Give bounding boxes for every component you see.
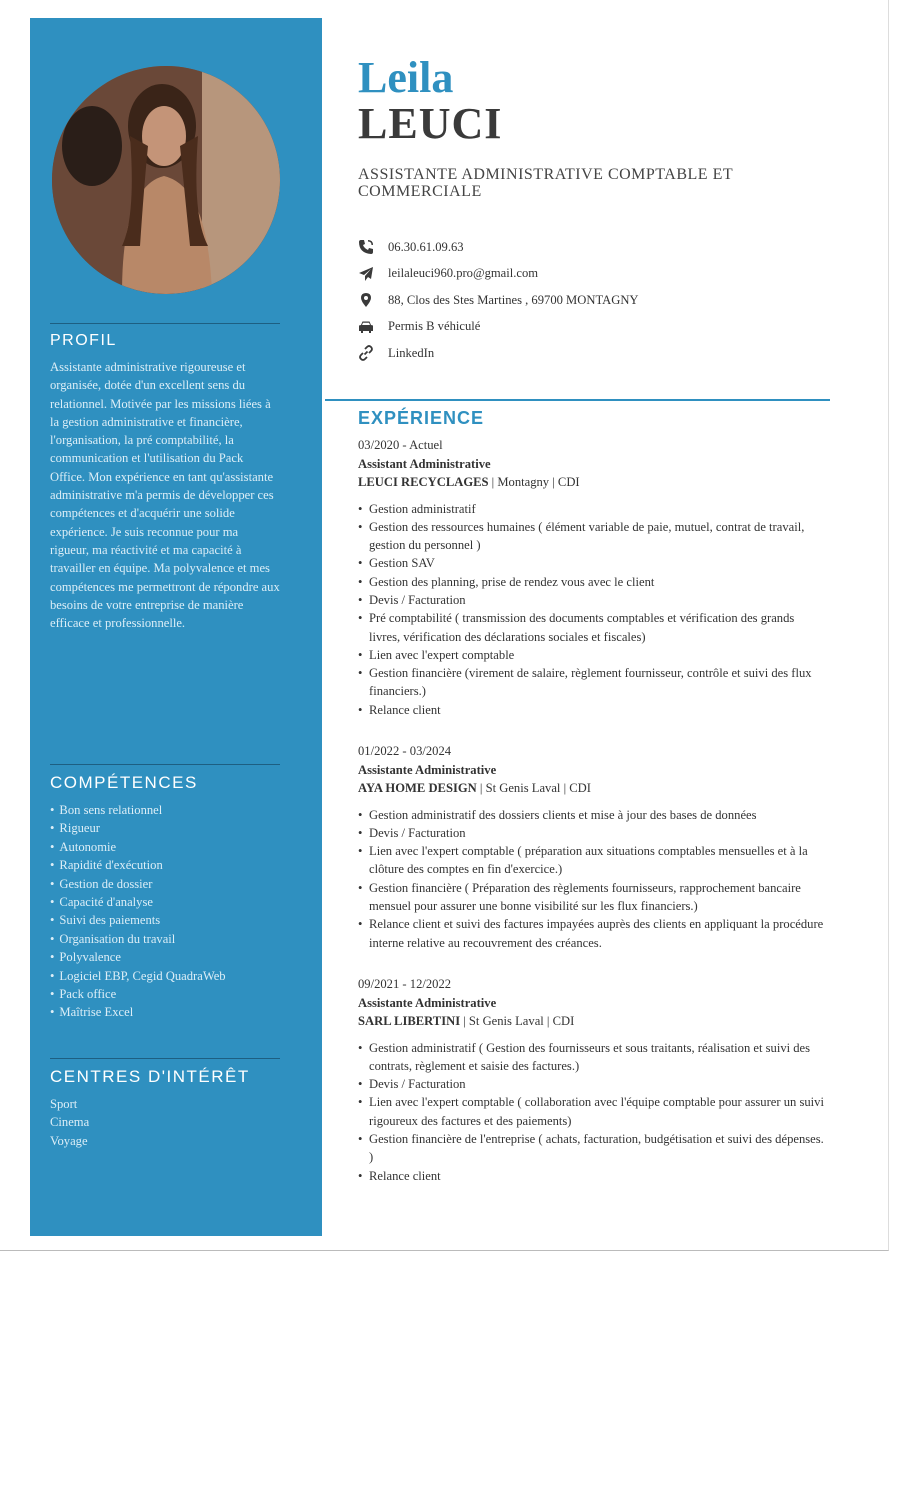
skill-item: • Rapidité d'exécution: [50, 856, 280, 874]
interest-item: Cinema: [50, 1115, 90, 1130]
skills-section: [50, 764, 280, 1022]
job-company: LEUCI RECYCLAGES: [358, 475, 489, 489]
profil-section: [50, 323, 280, 632]
task-item: • Gestion des ressources humaines ( élément variable de paie, mutuel, contrat de travail, gestion du personnel ): [358, 518, 828, 555]
job-company-line: [358, 1012, 828, 1031]
job-dates: 09/2021 - 12/2022: [358, 977, 452, 991]
task-item: • Gestion SAV: [358, 554, 828, 572]
profil-text: Assistante administrative rigoureuse et organisée, dotée d'un excellent sens du relationnel. Motivée par les missions liées à la gestion administrative et financière, l'organisation, la pré comptabilité, la communication et l'utilisation du Pack Office. Mon expérience en tant qu'assistante administrative m'a permis de développer ces compétences et d'acquérir une solide expérience. Je suis reconnue pour ma rigueur, ma réactivité et ma capacité à travailler en équipe. Ma polyvalence et mes compétences me permettront de répondre aux besoins de votre entreprise de manière efficace et professionnelle.: [50, 360, 280, 631]
sidebar: [30, 18, 322, 1236]
task-item: • Gestion financière de l'entreprise ( achats, facturation, budgétisation et suivi des dépenses. ): [358, 1130, 828, 1167]
contact-email[interactable]: [358, 261, 639, 288]
phone-icon: [358, 239, 374, 255]
contact-license-text: Permis B véhiculé: [388, 319, 481, 334]
job-company-line: [358, 473, 828, 492]
task-item: • Gestion administratif des dossiers clients et mise à jour des bases de données: [358, 806, 828, 824]
task-item: • Relance client: [358, 1167, 828, 1185]
job-details: | Montagny | CDI: [488, 475, 580, 489]
task-item: • Relance client: [358, 701, 828, 719]
skill-item: • Rigueur: [50, 819, 280, 837]
job-company: SARL LIBERTINI: [358, 1014, 461, 1028]
task-item: • Devis / Facturation: [358, 824, 828, 842]
task-item: • Lien avec l'expert comptable ( préparation aux situations comptables mensuelles et à la clôture des comptes en fin d'exercice.): [358, 842, 828, 879]
job-details: | St Genis Laval | CDI: [476, 781, 591, 795]
contact-license: [358, 314, 639, 341]
skill-item: • Capacité d'analyse: [50, 893, 280, 911]
contact-phone-text: 06.30.61.09.63: [388, 239, 464, 254]
contact-linkedin[interactable]: [358, 340, 639, 367]
job-company-line: [358, 779, 828, 798]
interests-title: CENTRES D'INTÉRÊT: [50, 1067, 250, 1086]
contact-linkedin-text: LinkedIn: [388, 345, 435, 360]
task-item: • Pré comptabilité ( transmission des documents comptables et vérification des grands livres, vérification des déclarations sociales et fiscales): [358, 609, 828, 646]
task-item: • Gestion des planning, prise de rendez vous avec le client: [358, 573, 828, 591]
last-name: LEUCI: [358, 99, 503, 148]
job-entry: [358, 975, 828, 1185]
send-icon: [358, 266, 374, 282]
header-divider: [325, 399, 830, 401]
skill-item: • Organisation du travail: [50, 930, 280, 948]
job-details: | St Genis Laval | CDI: [460, 1014, 575, 1028]
interests-section: [50, 1058, 280, 1150]
contact-email-text: leilaleuci960.pro@gmail.com: [388, 266, 539, 281]
contact-address: [358, 287, 639, 314]
location-pin-icon: [358, 292, 374, 308]
skill-item: • Logiciel EBP, Cegid QuadraWeb: [50, 967, 280, 985]
task-item: • Lien avec l'expert comptable: [358, 646, 828, 664]
profil-title: PROFIL: [50, 332, 117, 349]
profile-photo: [52, 66, 280, 294]
job-company: AYA HOME DESIGN: [358, 781, 477, 795]
skills-list: [50, 801, 280, 1022]
divider: [50, 323, 280, 324]
skill-item: • Polyvalence: [50, 948, 280, 966]
job-entry: [358, 436, 828, 719]
contact-list: [358, 234, 639, 367]
job-tasks: [358, 500, 828, 720]
job-tasks: [358, 1039, 828, 1185]
skill-item: • Pack office: [50, 985, 280, 1003]
skill-item: • Bon sens relationnel: [50, 801, 280, 819]
task-item: • Devis / Facturation: [358, 1075, 828, 1093]
task-item: • Devis / Facturation: [358, 591, 828, 609]
divider: [50, 764, 280, 765]
task-item: • Gestion administratif: [358, 500, 828, 518]
job-role: Assistante Administrative: [358, 995, 497, 1010]
task-item: • Gestion financière ( Préparation des règlements fournisseurs, rapprochement bancaire mensuel pour assurer une bonne visibilité sur les flux financiers.): [358, 879, 828, 916]
divider: [50, 1058, 280, 1059]
skill-item: • Gestion de dossier: [50, 875, 280, 893]
job-tasks: [358, 806, 828, 952]
task-item: • Lien avec l'expert comptable ( collaboration avec l'équipe comptable pour assurer un suivi rigoureux des factures et des paiements): [358, 1093, 828, 1130]
task-item: • Gestion financière (virement de salaire, règlement fournisseur, contrôle et suivi des flux financiers.): [358, 664, 828, 701]
contact-address-text: 88, Clos des Stes Martines , 69700 MONTAGNY: [388, 292, 639, 307]
first-name: Leila: [358, 53, 454, 102]
contact-phone[interactable]: [358, 234, 639, 261]
skill-item: • Maîtrise Excel: [50, 1003, 280, 1021]
link-icon: [358, 345, 374, 361]
job-role: Assistante Administrative: [358, 762, 497, 777]
interest-item: Voyage: [50, 1133, 88, 1148]
job-dates: 01/2022 - 03/2024: [358, 744, 452, 758]
job-title: ASSISTANTE ADMINISTRATIVE COMPTABLE ET COMMERCIALE: [358, 166, 733, 200]
job-role: Assistant Administrative: [358, 456, 491, 471]
car-icon: [358, 319, 374, 335]
interests-list: [50, 1095, 280, 1150]
interest-item: Sport: [50, 1097, 78, 1111]
task-item: • Gestion administratif ( Gestion des fournisseurs et sous traitants, réalisation et suivi des contrats, règlement et saisie des factures.): [358, 1039, 828, 1076]
experience-title: EXPÉRIENCE: [358, 408, 485, 428]
task-item: • Relance client et suivi des factures impayées auprès des clients en appliquant la procédure interne relative au recouvrement des créances.: [358, 915, 828, 952]
job-entry: [358, 742, 828, 952]
job-dates: 03/2020 - Actuel: [358, 438, 443, 452]
skill-item: • Suivi des paiements: [50, 911, 280, 929]
skills-title: COMPÉTENCES: [50, 773, 198, 792]
skill-item: • Autonomie: [50, 838, 280, 856]
